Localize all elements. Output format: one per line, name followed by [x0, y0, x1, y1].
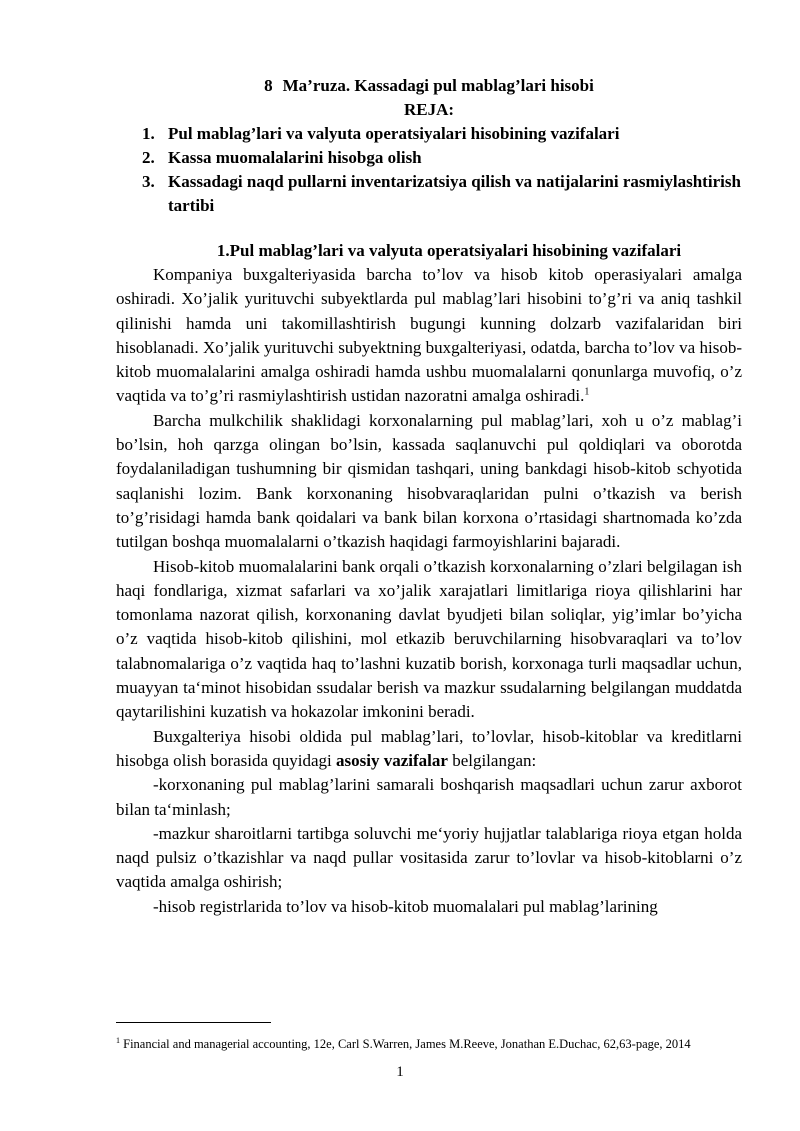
- task-item: -hisob registrlarida to’lov va hisob-kitob muomalalari pul mablag’larining: [153, 896, 658, 916]
- task-item: -mazkur sharoitlarni tartibga soluvchi me‘yoriy hujjatlar talablariga rioya etgan holda naqd pulsiz o’tkazishlar va naqd pullar vositasida zarur to’lovlar va hisob-kitoblarni o’z vaqtida amalga oshirish;: [116, 823, 742, 892]
- emphasis-text: asosiy vazifalar: [336, 750, 448, 770]
- plan-item-number: 3.: [142, 172, 155, 191]
- plan-item: [142, 170, 742, 218]
- plan-item-number: 1.: [142, 124, 155, 143]
- task-item: -korxonaning pul mablag’larini samarali boshqarish maqsadlari uchun zarur axborot bilan ta‘minlash;: [116, 775, 742, 819]
- plan-list: [116, 122, 742, 218]
- paragraph: [116, 263, 742, 409]
- plan-item-text: Pul mablag’lari va valyuta operatsiyalari hisobining vazifalari: [168, 124, 620, 143]
- plan-item-number: 2.: [142, 148, 155, 167]
- footnote-text: Financial and managerial accounting, 12e, Carl S.Warren, James M.Reeve, Jonathan E.Duchac, 62,63-page, 2014: [123, 1037, 691, 1051]
- paragraph: [116, 725, 742, 774]
- paragraph: Barcha mulkchilik shaklidagi korxonalarning pul mablag’lari, xoh u o’z mablag’i bo’lsin, hoh qarzga olingan bo’lsin, kassada saqlanuvchi pul qoldiqlari va oborotda foydalaniladigan tushumning bir qismidan tashqari, uning bankdagi hisob-kitob schyotida saqlanishi lozim. Bank korxonaning hisobvaraqlaridan pulni o’tkazish va berish to’g’risidagi hamda bank qoidalari va bank bilan korxona o’rtasidagi shartnomada ko’zda tutilgan boshqa muomalalarni o’tkazish haqidagi farmoyishlarini bajaradi.: [116, 410, 742, 552]
- page-number: 1: [396, 1064, 404, 1080]
- plan-item-text: Kassadagi naqd pullarni inventarizatsiya qilish va natijalarini rasmiylashtirish tartibi: [168, 172, 741, 215]
- paragraph-text: Kompaniya buxgalteriyasida barcha to’lov va hisob kitob operasiyalari amalga oshiradi. Xo’jalik yurituvchi subyektlarda pul mablag’lari hisobini to’g’ri va aniq tashkil qilinishi hamda uni takomillashtirish bugungi kunning dolzarb vazifalaridan biri hisoblanadi. Xo’jalik yurituvchi subyektning buxgalteriyasi, odatda, barcha to’lov va hisob-kitob muomalalarini amalga oshiradi hamda ushbu muomalalarni qonunlarga muvofiq, o’z vaqtida va to’g’ri rasmiylashtirish ustidan nazoratni amalga oshiradi.: [116, 265, 742, 406]
- plan-item: [142, 146, 742, 170]
- lecture-number: 8: [264, 76, 273, 95]
- plan-item-text: Kassa muomalalarini hisobga olish: [168, 148, 422, 167]
- footnote-reference[interactable]: 1: [584, 386, 590, 398]
- lecture-title: [116, 74, 742, 98]
- plan-item: [142, 122, 742, 146]
- paragraph-text: Buxgalteriya hisobi oldida pul mablag’lari, to’lovlar, hisob-kitoblar va kreditlarni hisobga olish borasida quyidagi: [116, 726, 742, 770]
- document-page: [116, 74, 742, 919]
- lecture-title-text: Ma’ruza. Kassadagi pul mablag’lari hisobi: [282, 76, 594, 95]
- footnote: [116, 1036, 756, 1052]
- footnote-separator: [116, 1022, 271, 1023]
- section-heading: 1.Pul mablag’lari va valyuta operatsiyalari hisobining vazifalari: [216, 241, 682, 260]
- plan-heading: REJA:: [403, 100, 455, 119]
- footnote-marker: 1: [116, 1035, 120, 1045]
- paragraph: Hisob-kitob muomalalarini bank orqali o’tkazish korxonalarning o’zlari belgilagan ish haqi fondlariga, xizmat safarlari va xo’jalik xarajatlari limitlariga rioya qilishlarini har tomonlama nazorat qilish, korxonaning davlat byudjeti bilan soliqlar, yig’imlar bo’yicha o’z vaqtida hisob-kitob qilishini, mol etkazib beruvchilarning hisobvaraqlari va to’lov talabnomalariga o’z vaqtida haq to’lashni kuzatib borish, korxonaga turli maqsadlar uchun, muayyan ta‘minot hisobidan ssudalar berish va mazkur ssudalarning belgilangan muddatda qaytarilishini kuzatish va hokazolar imkonini beradi.: [116, 556, 742, 722]
- paragraph-text: belgilangan:: [447, 750, 537, 770]
